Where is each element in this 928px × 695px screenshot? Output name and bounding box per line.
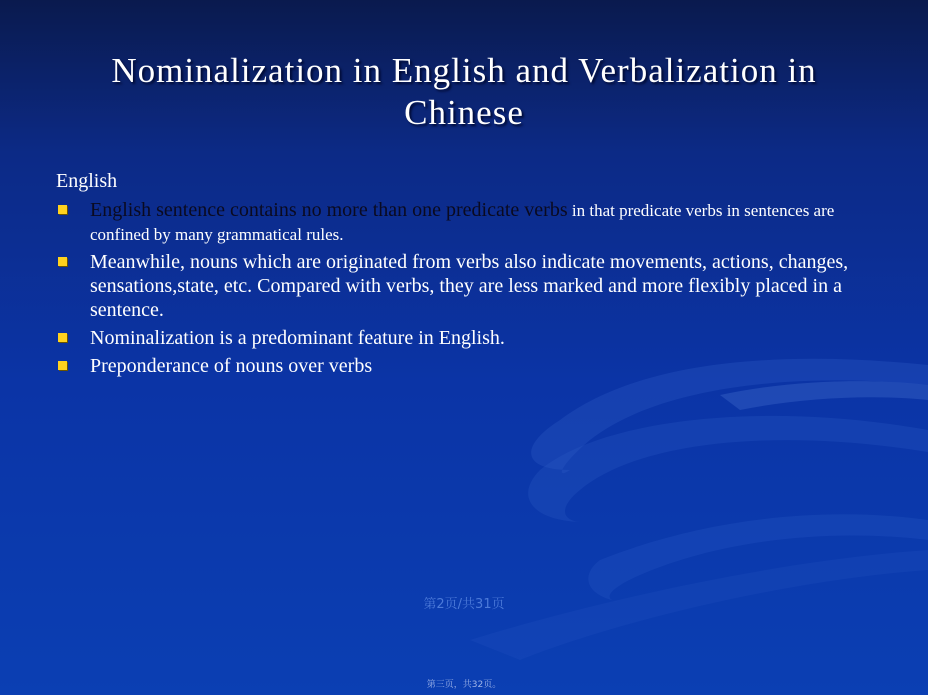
square-bullet-icon — [58, 257, 67, 266]
slide-title: Nominalization in English and Verbalization in Chinese — [111, 51, 817, 132]
section-heading: English — [56, 170, 118, 192]
bullet-list — [56, 198, 886, 382]
bullet-item — [56, 198, 886, 246]
statement-continuation: in that predicate verbs in sentences are confined by many grammatical rules. — [90, 201, 835, 244]
bullet-item — [56, 250, 886, 322]
highlighted-statement: English sentence contains no more than one predicate verbs — [90, 199, 568, 221]
bullet-text: Nominalization is a predominant feature in English. — [90, 327, 505, 349]
square-bullet-icon — [58, 205, 67, 214]
page-indicator: 第2页/共31页 — [423, 597, 505, 612]
bullet-item — [56, 326, 886, 350]
bullet-text: Preponderance of nouns over verbs — [90, 355, 373, 377]
square-bullet-icon — [58, 361, 67, 370]
page-indicator-small: 第三页，共32页。 — [426, 680, 502, 690]
bullet-text: Meanwhile, nouns which are originated from verbs also indicate movements, actions, changes, sensations,state, etc. Compared with verbs, they are less marked and more flexibly placed in a sentence. — [90, 251, 849, 321]
bullet-item — [56, 354, 886, 378]
square-bullet-icon — [58, 333, 67, 342]
